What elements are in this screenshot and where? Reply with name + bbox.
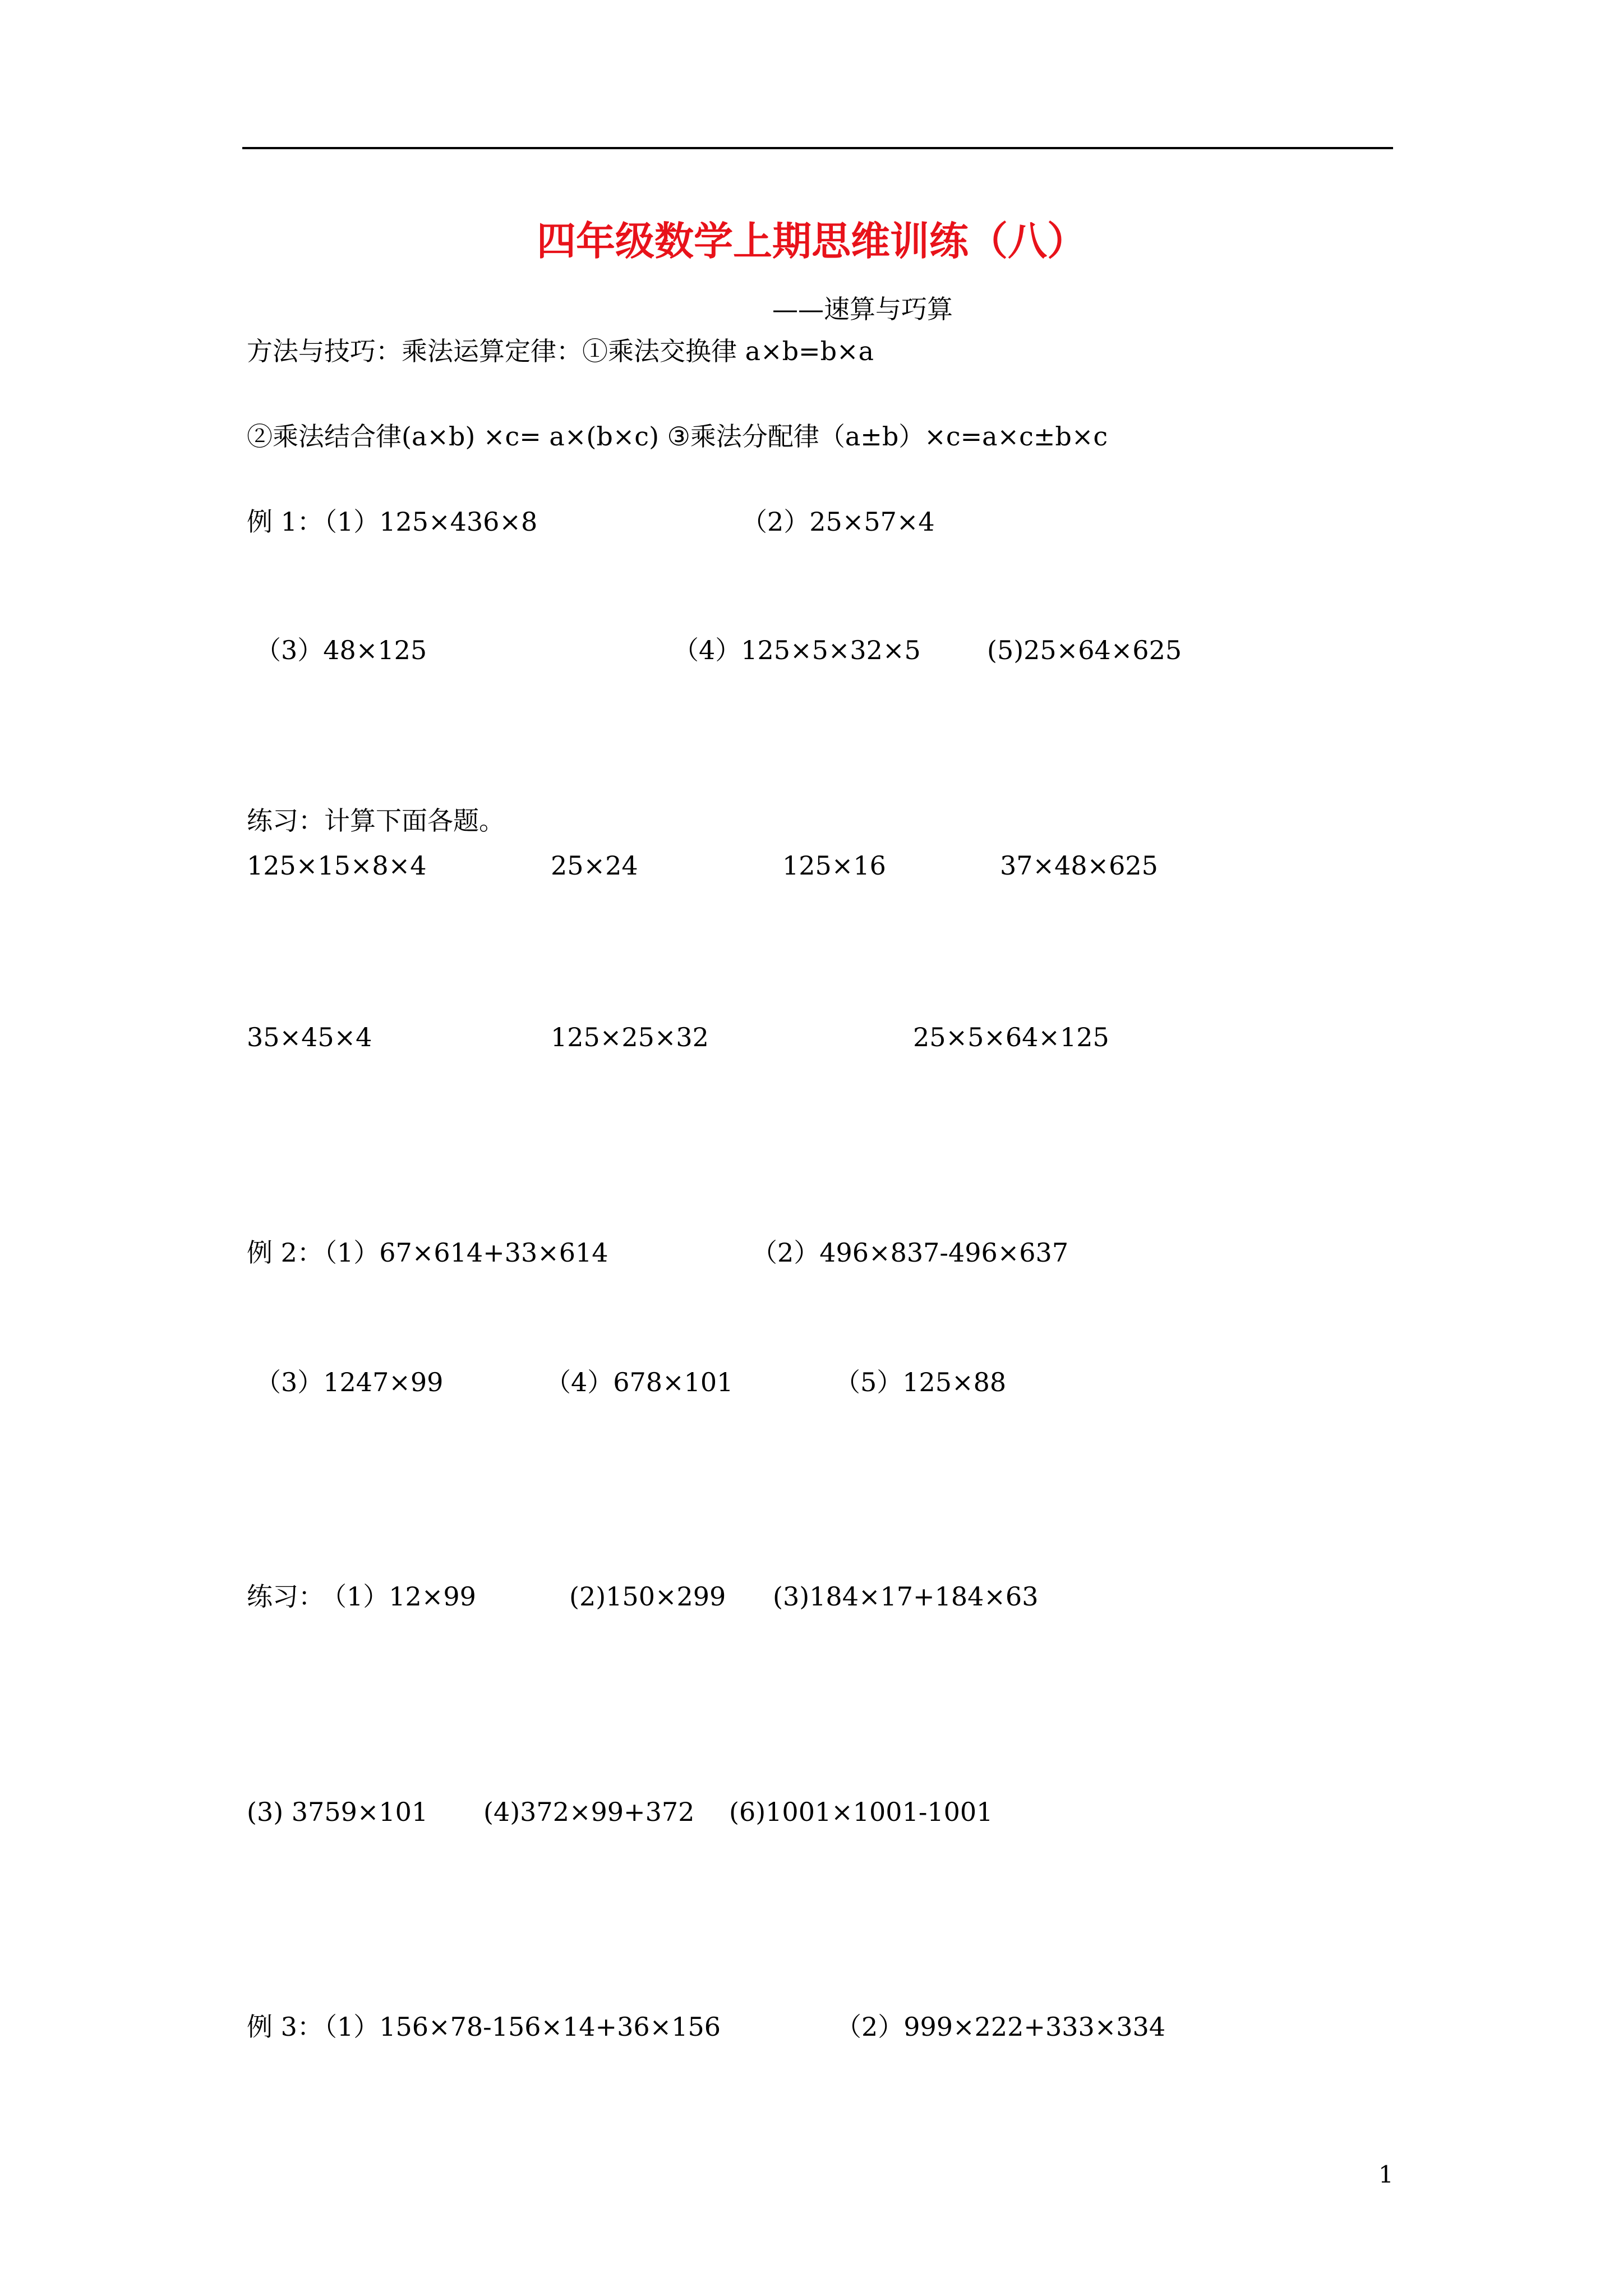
example-1-prefix: 例 1： xyxy=(247,507,323,537)
example-2-item: （1）67×614+33×614 xyxy=(311,1237,608,1268)
example-2-item: （4）678×101 xyxy=(545,1367,734,1397)
practice-2-item: (3) 3759×101 xyxy=(247,1797,428,1827)
example-1-item: （1）125×436×8 xyxy=(311,507,538,537)
practice-2-item: (6)1001×1001-1001 xyxy=(729,1797,993,1827)
methods-line-1: 方法与技巧：乘法运算定律：①乘法交换律 a×b=b×a xyxy=(247,336,874,366)
practice-1-item: 25×24 xyxy=(551,850,638,881)
page-subtitle: ——速算与巧算 xyxy=(772,294,953,324)
practice-1-item: 125×15×8×4 xyxy=(247,850,427,881)
example-1-item: （2）25×57×4 xyxy=(741,507,935,537)
page-title: 四年级数学上期思维训练（八） xyxy=(537,218,1086,264)
practice-1-item: 35×45×4 xyxy=(247,1022,372,1052)
example-1-item: （3）48×125 xyxy=(255,635,427,665)
practice-2-item: (3)184×17+184×63 xyxy=(773,1581,1039,1612)
practice-1-item: 125×25×32 xyxy=(551,1022,709,1052)
page-number: 1 xyxy=(1378,2161,1394,2188)
practice-2-item: （1）12×99 xyxy=(321,1581,476,1612)
practice-2-item: (2)150×299 xyxy=(569,1581,726,1612)
practice-1-item: 25×5×64×125 xyxy=(913,1022,1109,1052)
practice-1-item: 125×16 xyxy=(782,850,886,881)
example-2-item: （3）1247×99 xyxy=(255,1367,444,1397)
example-3-prefix: 例 3： xyxy=(247,2012,323,2042)
methods-line-2: ②乘法结合律(a×b) ×c= a×(b×c) ③乘法分配律（a±b）×c=a×c±b×c xyxy=(247,421,1108,452)
example-3-item: （2）999×222+333×334 xyxy=(836,2012,1166,2042)
example-3-item: （1）156×78-156×14+36×156 xyxy=(311,2012,721,2042)
example-1-item: (5)25×64×625 xyxy=(987,635,1182,665)
practice-2-item: (4)372×99+372 xyxy=(483,1797,695,1827)
example-2-item: （2）496×837-496×637 xyxy=(751,1237,1069,1268)
practice-1-item: 37×48×625 xyxy=(1000,850,1158,881)
example-2-item: （5）125×88 xyxy=(834,1367,1007,1397)
practice-1-heading: 练习：计算下面各题。 xyxy=(247,806,505,836)
practice-2-prefix: 练习： xyxy=(247,1581,324,1612)
example-1-item: （4）125×5×32×5 xyxy=(673,635,921,665)
example-2-prefix: 例 2： xyxy=(247,1237,323,1268)
header-rule xyxy=(242,147,1393,149)
